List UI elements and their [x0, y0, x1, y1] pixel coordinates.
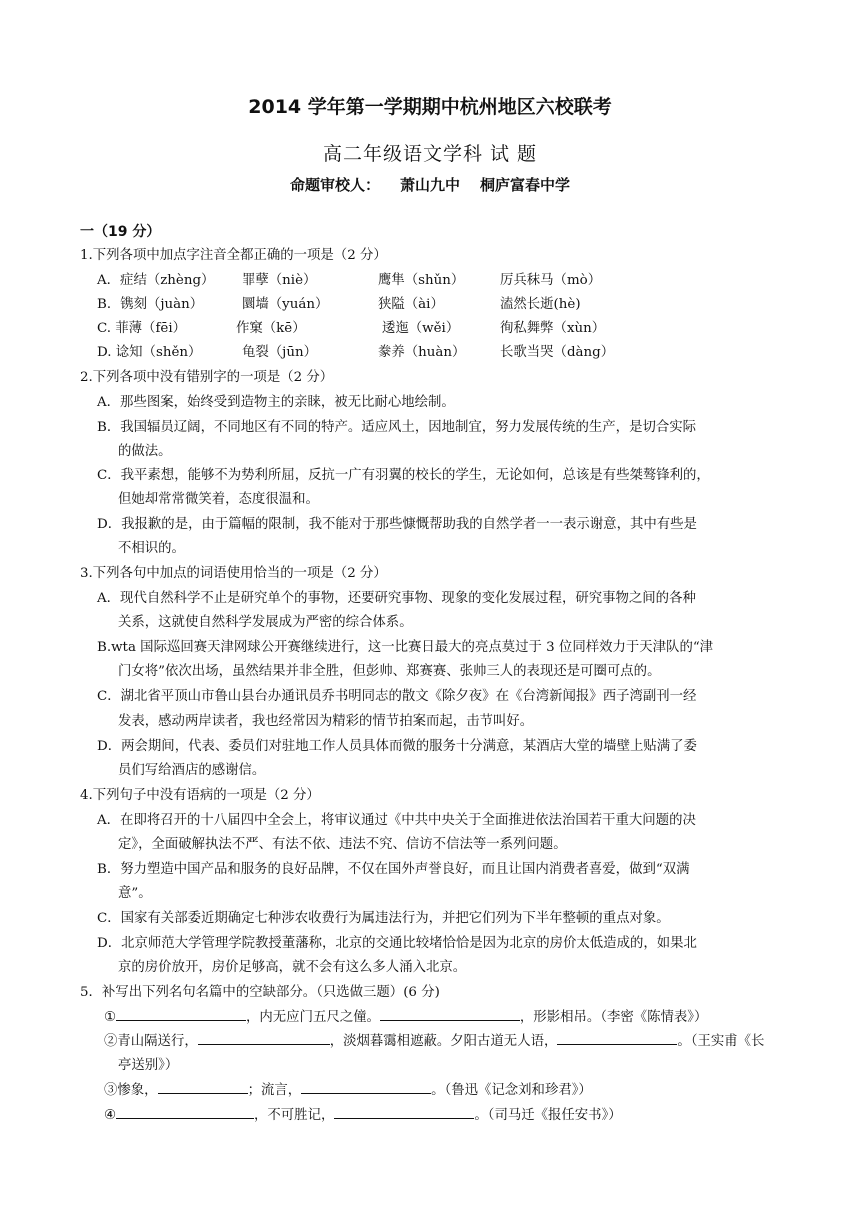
q5-item-3-text-1: ③惨象， [104, 1083, 158, 1098]
q5-blank-4b[interactable] [334, 1104, 474, 1119]
q5-item-1-text-1: ，内无应门五尺之僮。 [246, 1010, 380, 1025]
q5-blank-3a[interactable] [158, 1079, 248, 1094]
q5-item-2-text-3: 。（王实甫《长 [677, 1034, 765, 1049]
q1-b-4: 溘然长逝(hè) [500, 297, 581, 312]
q1-c-2: 作窠（kē） [236, 321, 306, 336]
q4-d-1: D．北京师范大学管理学院教授董藩称，北京的交通比较堵恰恰是因为北京的房价太低造成的，如果北 [97, 936, 697, 951]
q5-item-4-text-2: 。（司马迁《报任安书》） [474, 1108, 622, 1123]
q1-b-3: 狭隘（ài） [378, 297, 444, 312]
q5-item-2-text-2: ，淡烟暮霭相遮蔽。夕阳古道无人语， [329, 1034, 558, 1049]
q3-c-2: 发表，感动两岸读者，我也经常因为精彩的情节拍案而起，击节叫好。 [118, 714, 534, 729]
q4-b-2: 意”。 [118, 886, 152, 901]
q1-b-2: 圜墙（yuán） [242, 297, 329, 312]
q5-item-2-text-1: ②青山隔送行， [104, 1034, 198, 1049]
q5-item-1-num: ① [104, 1010, 117, 1025]
q5-item-2-cont: 亭送别》） [118, 1058, 179, 1073]
q5-item-1 [104, 1006, 804, 1030]
q1-d-3: 豢养（huàn） [378, 345, 466, 360]
q1-a-1: A．症结（zhèng） [97, 273, 215, 288]
q5-blank-1b[interactable] [380, 1006, 520, 1021]
q5-item-1-text-2: ，形影相吊。（李密《陈情表》） [519, 1010, 708, 1025]
q4-d-2: 京的房价放开，房价足够高，就不会有这么多人涌入北京。 [118, 960, 467, 975]
school-2: 桐庐富春中学 [480, 176, 571, 194]
q1-stem: 1.下列各项中加点字注音全都正确的一项是（2 分） [80, 248, 387, 263]
q2-d-2: 不相识的。 [118, 541, 185, 556]
q3-stem: 3.下列各句中加点的词语使用恰当的一项是（2 分） [80, 566, 387, 581]
q1-a-4: 厉兵秣马（mò） [500, 273, 602, 288]
q4-a-2: 定》，全面破解执法不严、有法不依、违法不究、信访不信法等一系列问题。 [118, 837, 567, 852]
q3-b-2: 门女将”依次出场，虽然结果并非全胜，但彭帅、郑赛赛、张帅三人的表现还是可圈可点的。 [118, 664, 661, 679]
q4-b-1: B．努力塑造中国产品和服务的良好品牌，不仅在国外声誉良好，而且让国内消费者喜爱，做到“双满 [97, 862, 690, 877]
q2-a: A．那些图案，始终受到造物主的亲睐，被无比耐心地绘制。 [97, 395, 455, 410]
q3-d-2: 员们写给酒店的感谢信。 [118, 763, 266, 778]
exam-subtitle: 高二年级语文学科 试 题 [322, 143, 538, 165]
q5-item-4-num: ④ [104, 1108, 117, 1123]
reviewers-label: 命题审校人： [289, 176, 380, 194]
q5-item-3 [104, 1079, 804, 1103]
q5-blank-3b[interactable] [301, 1079, 431, 1094]
q4-c-1: C．国家有关部委近期确定七种涉农收费行为属违法行为，并把它们列为下半年整顿的重点对象。 [97, 911, 670, 926]
q5-blank-2a[interactable] [198, 1030, 330, 1045]
section-heading: 一（19 分） [80, 224, 161, 240]
exam-title: 2014 学年第一学期期中杭州地区六校联考 [248, 96, 612, 118]
q3-a-2: 关系，这就使自然科学发展成为严密的综合体系。 [118, 615, 413, 630]
q5-blank-1a[interactable] [116, 1006, 246, 1021]
q5-blank-2b[interactable] [557, 1030, 677, 1045]
q4-a-1: A．在即将召开的十八届四中全会上，将审议通过《中共中央关于全面推进依法治国若干重大问题的决 [97, 813, 696, 828]
school-1: 萧山九中 [399, 176, 460, 194]
q1-d-4: 长歌当哭（dàng） [500, 345, 615, 360]
q1-c-1: C. 菲薄（fēi） [97, 321, 187, 336]
q2-stem: 2.下列各项中没有错别字的一项是（2 分） [80, 370, 334, 385]
q2-c-2: 但她却常常微笑着，态度很温和。 [118, 492, 319, 507]
q3-b-1: B.wta 国际巡回赛天津网球公开赛继续进行，这一比赛日最大的亮点莫过于 3 位同样效力于天津队的“津 [97, 640, 714, 655]
q1-a-2: 罪孽（niè） [242, 273, 317, 288]
q5-blank-4a[interactable] [116, 1104, 254, 1119]
q4-stem: 4.下列句子中没有语病的一项是（2 分） [80, 788, 320, 803]
q5-item-4-text-1: ，不可胜记， [254, 1108, 335, 1123]
q1-a-3: 鹰隼（shǔn） [378, 273, 465, 288]
q5-item-2 [104, 1030, 804, 1054]
q3-a-1: A．现代自然科学不止是研究单个的事物，还要研究事物、现象的变化发展过程，研究事物之间的各种 [97, 591, 696, 606]
q1-c-3: 逶迤（wěi） [382, 321, 460, 336]
reviewers-line [0, 174, 860, 195]
q5-item-3-text-3: 。（鲁迅《记念刘和珍君》） [431, 1083, 592, 1098]
q1-d-2: 龟裂（jūn） [242, 345, 317, 360]
q2-b-1: B．我国辐员辽阔，不同地区有不同的特产。适应风土，因地制宜，努力发展传统的生产，是切合实际 [97, 420, 697, 435]
q3-d-1: D．两会期间，代表、委员们对驻地工作人员具体而微的服务十分满意，某酒店大堂的墙壁上贴满了委 [97, 739, 697, 754]
q1-b-1: B．镌刻（juàn） [97, 297, 204, 312]
q2-b-2: 的做法。 [118, 444, 172, 459]
q2-c-1: C．我平素想，能够不为势利所屈，反抗一广有羽翼的校长的学生，无论如何，总该是有些桀骜锋利的， [97, 468, 710, 483]
q5-stem: 5．补写出下列名句名篇中的空缺部分。（只选做三题）(6 分) [80, 985, 440, 1000]
q1-d-1: D. 谂知（shěn） [97, 345, 202, 360]
q5-item-4 [104, 1104, 804, 1128]
q5-item-3-text-2: ；流言， [247, 1083, 302, 1098]
q2-d-1: D．我报歉的是，由于篇幅的限制，我不能对于那些慷慨帮助我的自然学者一一表示谢意，其中有些是 [97, 517, 697, 532]
q3-c-1: C．湖北省平顶山市鲁山县台办通讯员乔书明同志的散文《除夕夜》在《台湾新闻报》西子湾副刊一经 [97, 689, 697, 704]
q1-c-4: 徇私舞弊（xùn） [500, 321, 606, 336]
